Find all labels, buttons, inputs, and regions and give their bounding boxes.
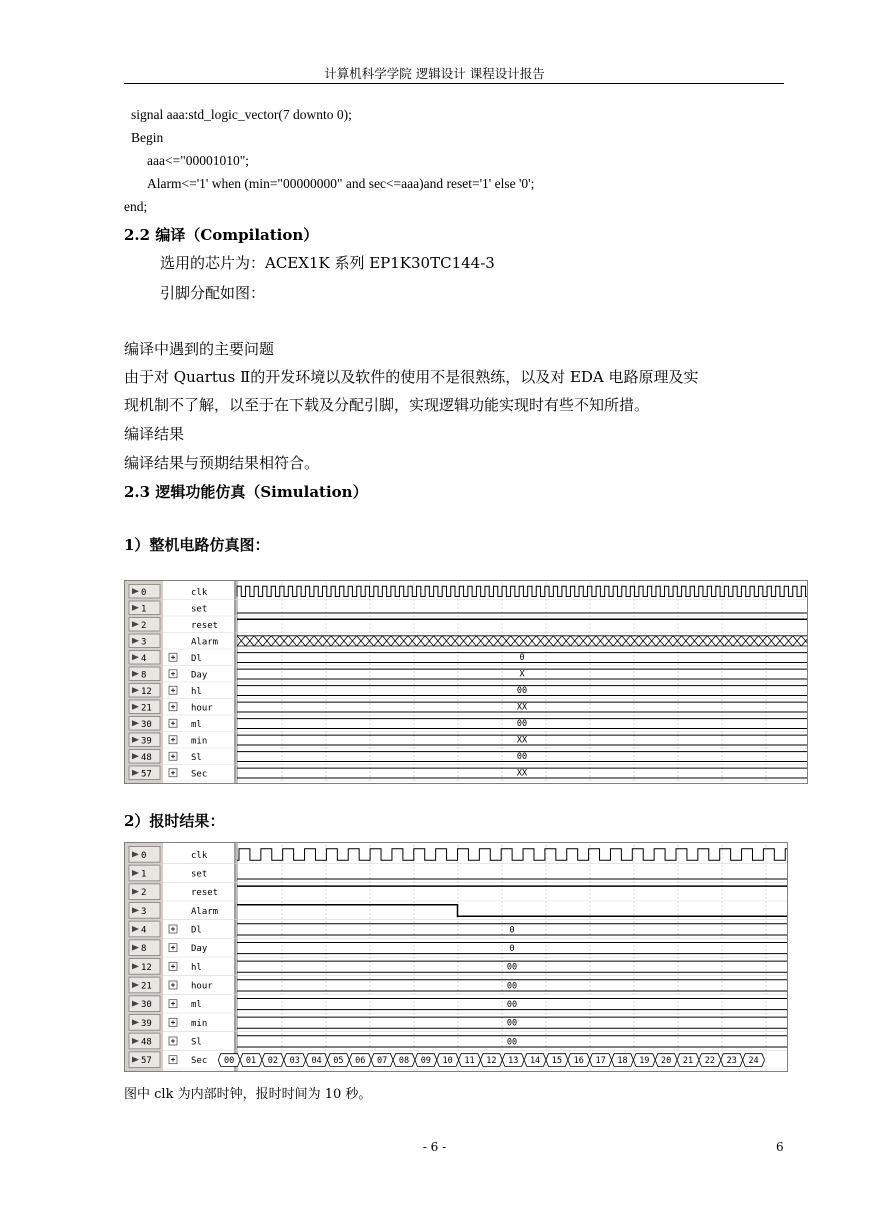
signal-id: 30 [141,719,152,730]
signal-id: 0 [141,850,147,861]
problems-line-2: 现机制不了解，以至于在下载及分配引脚，实现逻辑功能实现时有些不知所措。 [124,396,650,414]
signal-name: set [191,869,208,880]
signal-name: Dl [191,653,202,664]
signal-name: Day [191,944,208,955]
signal-id: 1 [141,869,147,880]
signal-id: 3 [141,637,147,648]
code-line-1: signal aaa:std_logic_vector(7 downto 0); [131,107,352,122]
bus-value: XX [516,735,528,746]
bus-value: X [519,669,525,680]
alarm-unknown-waveform [237,636,807,646]
bus-value: 00 [516,752,528,763]
sec-bus-value: 16 [573,1056,584,1067]
sec-bus-value: 03 [289,1056,300,1067]
running-header: 计算机科学学院 逻辑设计 课程设计报告 [324,66,545,81]
signal-name: clk [191,850,208,861]
signal-id: 30 [141,1000,152,1011]
signal-id: 39 [141,736,152,747]
sec-bus-value: 06 [355,1056,366,1067]
code-line-2: Begin [131,130,164,145]
signal-id: 1 [141,604,147,615]
sec-bus-value: 08 [398,1056,410,1067]
signal-id: 39 [141,1018,152,1029]
waveform-window-1 [124,580,808,784]
signal-name: min [191,736,208,747]
bus-value: XX [516,768,528,779]
signal-id: 57 [141,769,152,780]
signal-name: reset [191,888,219,899]
sec-bus-value: 13 [508,1056,519,1067]
signal-name: reset [191,620,219,631]
sec-bus-value: 21 [682,1056,694,1067]
bus-value: 00 [506,962,518,973]
waveform-window-2 [124,842,788,1072]
signal-name: Alarm [191,637,219,648]
signal-id: 2 [141,888,147,899]
section-2-3-heading: 2.3 逻辑功能仿真（Simulation） [124,483,368,501]
sec-bus-value: 17 [595,1056,606,1067]
signal-name: hour [191,703,213,714]
signal-id: 2 [141,620,147,631]
signal-id: 21 [141,703,152,714]
sec-bus-value: 05 [333,1056,344,1067]
sec-bus-value: 22 [704,1056,715,1067]
signal-id: 57 [141,1056,152,1067]
sec-bus-value: 10 [442,1056,453,1067]
signal-id: 4 [141,925,147,936]
bus-value: 0 [519,653,525,664]
signal-id: 48 [141,752,152,763]
sec-bus-value: 18 [617,1056,628,1067]
figure-1-title: 1）整机电路仿真图： [124,536,270,554]
bus-value: 0 [509,925,515,936]
section-2-2-heading: 2.2 编译（Compilation） [124,226,319,244]
signal-name: Day [191,670,208,681]
signal-name: ml [191,719,202,730]
pin-text: 引脚分配如图： [160,284,266,302]
signal-id: 4 [141,653,147,664]
chip-text: 选用的芯片为：ACEX1K 系列 EP1K30TC144-3 [160,254,495,272]
waveform-2-canvas [125,843,787,1071]
signal-name: Dl [191,925,202,936]
signal-id: 8 [141,944,147,955]
sec-bus-value: 00 [224,1056,235,1067]
page-number-center: - 6 - [422,1140,447,1154]
sec-bus-value: 24 [748,1056,759,1067]
sec-bus-value: 11 [464,1056,475,1067]
code-line-3: aaa<="00001010"; [147,153,249,168]
signal-name: min [191,1018,208,1029]
signal-name: clk [191,587,208,598]
sec-bus-value: 19 [639,1056,650,1067]
signal-id: 48 [141,1037,152,1048]
sec-bus-value: 20 [661,1056,672,1067]
page-number-right: 6 [776,1140,784,1154]
problems-title: 编译中遇到的主要问题 [124,340,275,358]
signal-name: set [191,604,208,615]
signal-id: 21 [141,981,152,992]
signal-name: hour [191,981,213,992]
signal-name: Sec [191,1056,208,1067]
signal-name: Alarm [191,906,219,917]
bus-value: 00 [516,719,528,730]
bus-value: 00 [516,686,528,697]
bus-value: 0 [509,944,515,955]
code-line-4: Alarm<='1' when (min="00000000" and sec<=aaa)and reset='1' else '0'; [147,176,535,191]
alarm-waveform [237,905,787,917]
sec-bus-value: 04 [311,1056,322,1067]
signal-name: hl [191,686,202,697]
bus-value: 00 [506,1018,518,1029]
signal-name: hl [191,962,202,973]
signal-name: ml [191,1000,202,1011]
result-title: 编译结果 [124,425,185,443]
signal-name: Sec [191,769,208,780]
sec-bus-value: 07 [376,1056,388,1067]
signal-id: 8 [141,670,147,681]
sec-bus-value: 02 [267,1056,278,1067]
header-rule [124,83,784,84]
problems-line-1: 由于对 Quartus Ⅱ的开发环境以及软件的使用不是很熟练，以及对 EDA 电路原理及实 [124,368,699,386]
figure-caption: 图中 clk 为内部时钟，报时时间为 10 秒。 [124,1087,372,1102]
sec-bus-value: 09 [420,1056,431,1067]
waveform-1-canvas [125,581,807,783]
signal-id: 12 [141,962,152,973]
signal-id: 0 [141,587,147,598]
sec-bus-value: 01 [245,1056,257,1067]
bus-value: 00 [506,1037,518,1048]
figure-2-title: 2）报时结果： [124,812,225,830]
signal-name: Sl [191,752,202,763]
bus-value: 00 [506,981,518,992]
bus-value: 00 [506,1000,518,1011]
code-line-5: end; [124,199,148,214]
bus-value: XX [516,702,528,713]
clk-waveform [237,849,787,861]
sec-bus-value: 14 [529,1056,541,1067]
signal-id: 3 [141,906,147,917]
sec-bus-value: 15 [551,1056,563,1067]
signal-name: Sl [191,1037,202,1048]
sec-bus-value: 23 [726,1056,737,1067]
signal-id: 12 [141,686,152,697]
sec-bus-value: 12 [486,1056,497,1067]
result-text: 编译结果与预期结果相符合。 [124,454,320,472]
clk-waveform [237,586,807,596]
